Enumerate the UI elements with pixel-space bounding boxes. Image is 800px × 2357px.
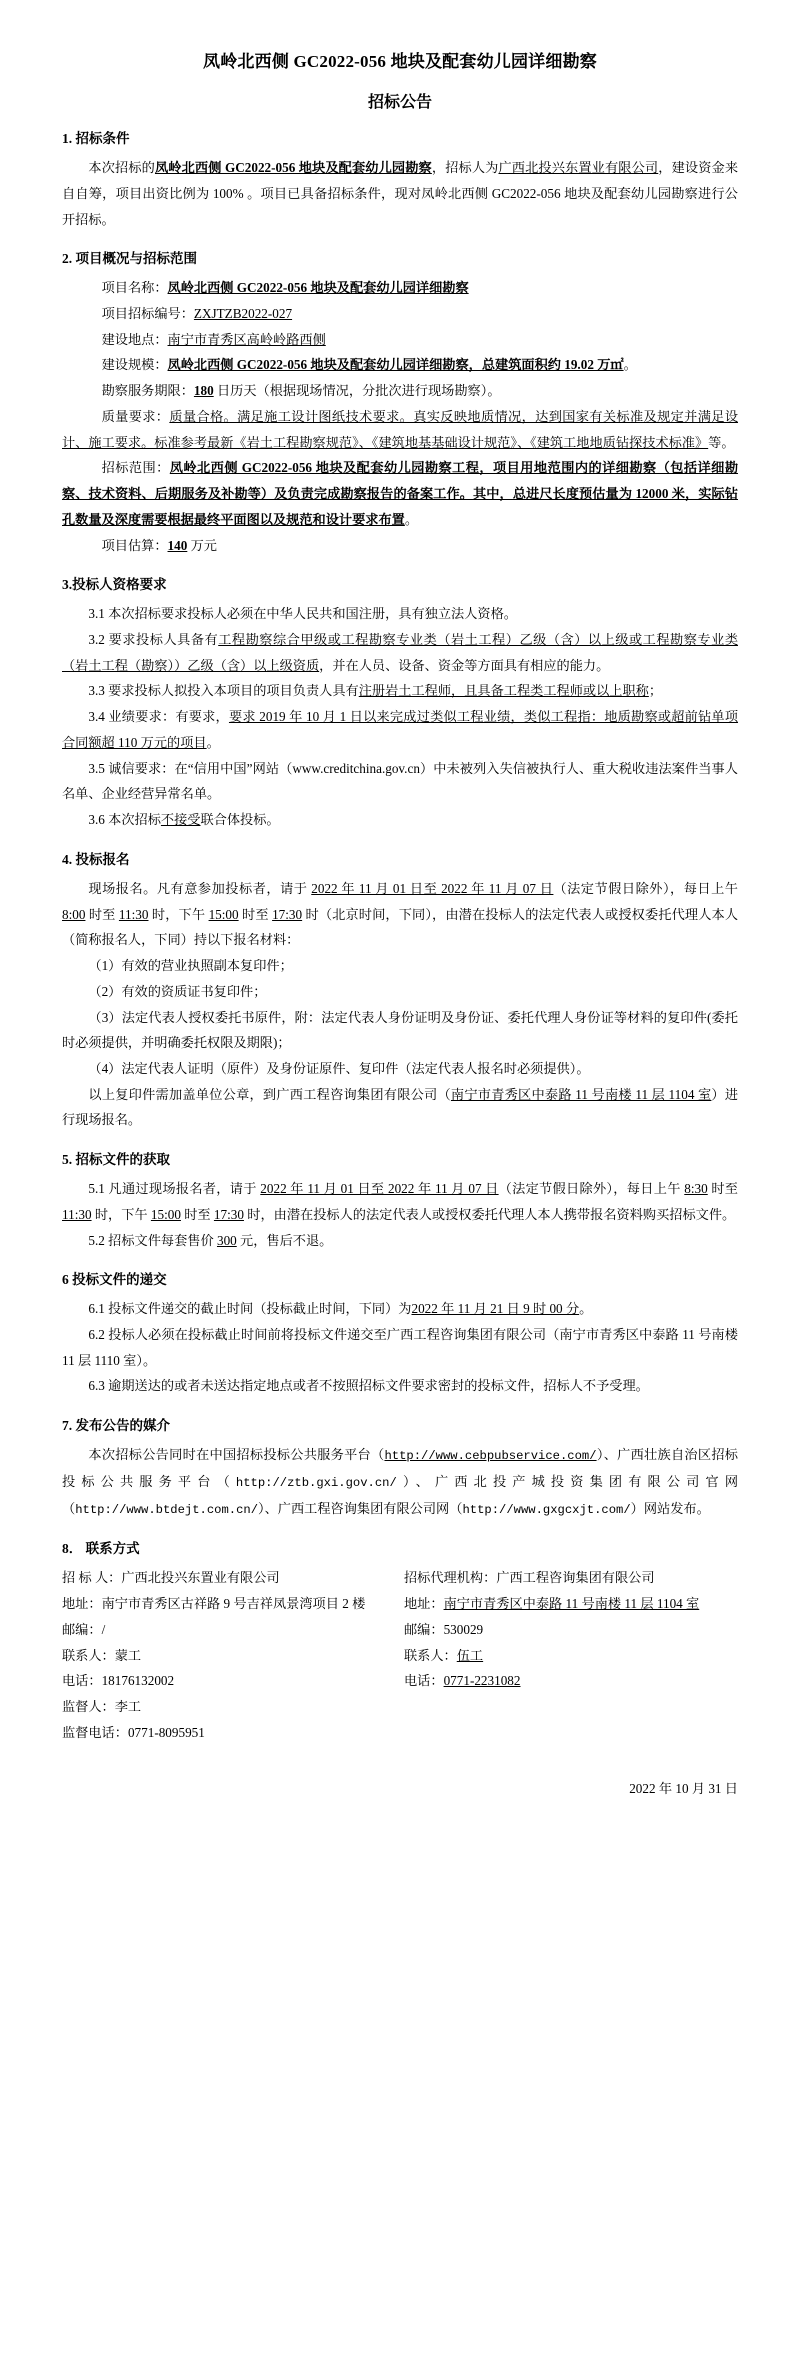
- contact-label-supervisor-phone: 监督电话：: [62, 1724, 128, 1740]
- section-heading-1: 1. 招标条件: [62, 131, 130, 147]
- contact-row-supervisor-phone: [62, 1720, 386, 1746]
- section-4-paragraph-3: （2）有效的资质证书复印件；: [88, 983, 267, 999]
- section-6-paragraph-2: 6.2 投标人必须在投标截止时间前将投标文件递交至广西工程咨询集团有限公司（南宁市青秀区中泰路 11 号南楼 11 层 1110 室）。: [62, 1326, 738, 1368]
- contact-label-address: 地址：: [62, 1596, 102, 1612]
- section-3-paragraph-1: 3.1 本次招标要求投标人必须在中华人民共和国注册，具有独立法人资格。: [88, 606, 517, 622]
- section-1-paragraph-1: 本次招标的凤岭北西侧 GC2022-056 地块及配套幼儿园勘察，招标人为广西北投兴东置业有限公司，建设资金来自自筹，项目出资比例为 100% 。项目已具备招标条件，现对凤岭北西侧 GC2022-056 地块及配套幼儿园勘察进行公开招标。: [62, 160, 739, 227]
- section-4-paragraph-6: 以上复印件需加盖单位公章，到广西工程咨询集团有限公司（南宁市青秀区中泰路 11 号南楼 11 层 1104 室）进行现场报名。: [62, 1086, 739, 1128]
- contact-row-tenderer-name: [62, 1565, 386, 1591]
- section-heading-6: 6 投标文件的递交: [62, 1272, 167, 1288]
- contact-row-agency-zip: [404, 1617, 738, 1643]
- contact-value-agency-zip: 530029: [443, 1621, 484, 1637]
- contact-value-person: 蒙工: [114, 1647, 142, 1663]
- contact-block: [62, 1565, 738, 1745]
- section-3-paragraph-6: 3.6 本次招标不接受联合体投标。: [88, 812, 280, 828]
- contact-value-zip: /: [101, 1621, 106, 1637]
- section-2-item-scale: 建设规模：凤岭北西侧 GC2022-056 地块及配套幼儿园详细勘察，总建筑面积约 19.02 万㎡。: [101, 357, 637, 373]
- contact-label-phone: 电话：: [62, 1673, 102, 1689]
- contact-column-tenderer: [62, 1565, 400, 1745]
- section-6-paragraph-1: 6.1 投标文件递交的截止时间（投标截止时间，下同）为2022 年 11 月 21 日 9 时 00 分。: [88, 1301, 593, 1317]
- contact-label-agency-phone: 电话：: [404, 1673, 444, 1689]
- section-2-item-code: 项目招标编号：ZXJTZB2022-027: [101, 306, 293, 321]
- section-4-paragraph-5: （4）法定代表人证明（原件）及身份证原件、复印件（法定代表人报名时必须提供）。: [88, 1060, 590, 1076]
- contact-row-agency-person: [404, 1643, 738, 1669]
- section-2-item-duration: 勘察服务期限：180 日历天（根据现场情况，分批次进行现场勘察）。: [101, 383, 501, 399]
- section-heading-8: 8． 联系方式: [62, 1541, 140, 1557]
- section-4-paragraph-4: （3）法定代表人授权委托书原件，附：法定代表人身份证明及身份证、委托代理人身份证等材料的复印件(委托时必须提供，并明确委托权限及期限)；: [62, 1009, 738, 1051]
- contact-row-agency-address: [404, 1591, 738, 1617]
- contact-row-tenderer-address: [62, 1591, 386, 1617]
- page-title: 凤岭北西侧 GC2022-056 地块及配套幼儿园详细勘察: [203, 52, 597, 71]
- contact-value-phone: 18176132002: [101, 1673, 175, 1689]
- section-4-paragraph-1: 现场报名。凡有意参加投标者，请于 2022 年 11 月 01 日至 2022 年 11 月 07 日（法定节假日除外），每日上午 8:00 时至 11:30 时，下午 15:00 时至 17:30 时（北京时间，下同），由潜在投标人的法定代表人或授权委托代理人本人（简称报名人，下同）持以下报名材料：: [62, 880, 739, 948]
- contact-label-person: 联系人：: [62, 1647, 115, 1663]
- contact-label-agency-zip: 邮编：: [404, 1621, 444, 1637]
- contact-value-tenderer: 广西北投兴东置业有限公司: [121, 1570, 280, 1586]
- contact-value-supervisor: 李工: [114, 1699, 142, 1715]
- section-heading-2: 2. 项目概况与招标范围: [62, 251, 197, 267]
- contact-column-agency: [400, 1565, 738, 1745]
- contact-row-tenderer-phone: [62, 1668, 386, 1694]
- section-2-item-scope: 招标范围：凤岭北西侧 GC2022-056 地块及配套幼儿园勘察工程，项目用地范围内的详细勘察（包括详细勘察、技术资料、后期服务及补勘等）及负责完成勘察报告的备案工作。其中，总进尺长度预估量为 12000 米，实际钻孔数量及深度需要根据最终平面图以及规范和设计要求布置。: [62, 460, 739, 527]
- contact-label-supervisor: 监督人：: [62, 1699, 115, 1715]
- section-heading-4: 4. 投标报名: [62, 851, 130, 867]
- section-4-paragraph-2: （1）有效的营业执照副本复印件；: [88, 958, 293, 974]
- contact-label-agency-person: 联系人：: [404, 1647, 457, 1663]
- contact-label-tenderer: 招 标 人：: [62, 1570, 122, 1586]
- section-5-paragraph-1: 5.1 凡通过现场报名者，请于 2022 年 11 月 01 日至 2022 年 11 月 07 日（法定节假日除外），每日上午 8:30 时至 11:30 时，下午 15:00 时至 17:30 时，由潜在投标人的法定代表人或授权委托代理人本人携带报名资料购买招标文件。: [62, 1181, 738, 1222]
- page-subtitle: 招标公告: [367, 94, 432, 112]
- section-3-paragraph-5: 3.5 诚信要求：在“信用中国”网站（www.creditchina.gov.cn）中未被列入失信被执行人、重大税收违法案件当事人名单、企业经营异常名单。: [62, 760, 738, 802]
- section-2-item-name: 项目名称：凤岭北西侧 GC2022-056 地块及配套幼儿园详细勘察: [101, 280, 469, 296]
- contact-row-agency-phone: [404, 1668, 738, 1694]
- section-heading-5: 5. 招标文件的获取: [62, 1152, 170, 1168]
- contact-row-supervisor: [62, 1694, 386, 1720]
- contact-value-agency-person: 伍工: [456, 1647, 484, 1663]
- contact-value-agency-phone: 0771-2231082: [443, 1673, 521, 1689]
- section-heading-7: 7. 发布公告的媒介: [62, 1418, 170, 1434]
- contact-label-agency-address: 地址：: [404, 1596, 444, 1612]
- contact-value-address: 南宁市青秀区古祥路 9 号吉祥凤景湾项目 2 楼: [101, 1596, 366, 1612]
- section-3-paragraph-3: 3.3 要求投标人拟投入本项目的项目负责人具有注册岩土工程师，且具备工程类工程师或以上职称；: [88, 683, 663, 699]
- contact-value-agency: 广西工程咨询集团有限公司: [496, 1570, 655, 1586]
- contact-row-agency-name: [404, 1565, 738, 1591]
- section-3-paragraph-4: 3.4 业绩要求：有要求，要求 2019 年 10 月 1 日以来完成过类似工程业绩，类似工程指：地质勘察或超前钻单项合同额超 110 万元的项目。: [62, 709, 739, 750]
- section-2-item-location: 建设地点：南宁市青秀区高岭岭路西侧: [101, 331, 326, 347]
- contact-label-agency: 招标代理机构：: [404, 1570, 497, 1586]
- contact-value-agency-address: 南宁市青秀区中泰路 11 号南楼 11 层 1104 室: [443, 1596, 700, 1612]
- section-2-item-quality: 质量要求：质量合格。满足施工设计图纸技术要求。真实反映地质情况，达到国家有关标准及规定并满足设计、施工要求。标准参考最新《岩土工程勘察规范》、《建筑地基基础设计规范》、《建筑工地地质钻探技术标准》等。: [62, 408, 739, 450]
- section-5-paragraph-2: 5.2 招标文件每套售价 300 元，售后不退。: [88, 1232, 333, 1248]
- contact-label-zip: 邮编：: [62, 1621, 102, 1637]
- contact-row-tenderer-person: [62, 1643, 386, 1669]
- section-6-paragraph-3: 6.3 逾期送达的或者未送达指定地点或者不按照招标文件要求密封的投标文件，招标人不予受理。: [88, 1378, 649, 1394]
- contact-value-supervisor-phone: 0771-8095951: [127, 1724, 205, 1740]
- section-2-item-budget: 项目估算：140 万元: [101, 537, 217, 553]
- section-3-paragraph-2: 3.2 要求投标人具备有工程勘察综合甲级或工程勘察专业类（岩土工程）乙级（含）以上级或工程勘察专业类（岩土工程（勘察））乙级（含）以上级资质，并在人员、设备、资金等方面具有相应的能力。: [62, 632, 739, 673]
- section-7-paragraph-1: 本次招标公告同时在中国招标投标公共服务平台（http://www.cebpubservice.com/）、广西壮族自治区招标投标公共服务平台（http://ztb.gxi.gov.cn/）、广西北投产城投资集团有限公司官网（http://www.btdejt.com.cn/）、广西工程咨询集团有限公司网（http://www.gxgcxjt.com/）网站发布。: [62, 1447, 739, 1517]
- section-heading-3: 3.投标人资格要求: [62, 577, 167, 593]
- contact-row-tenderer-zip: [62, 1617, 386, 1643]
- signature-date: 2022 年 10 月 31 日: [629, 1780, 738, 1796]
